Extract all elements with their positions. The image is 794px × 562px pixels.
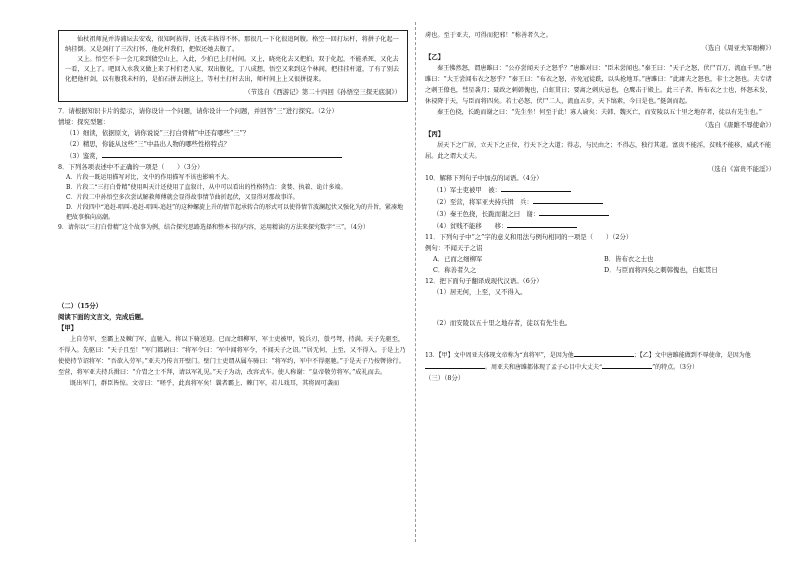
q8-option: C．片段二中孙悟空多次尝试解救师傅就会显得故事情节曲折起伏，又显得对那故事详。 (66, 194, 299, 201)
bing-source: （选自《富贵不能淫》） (707, 165, 775, 173)
q10-item (425, 196, 775, 208)
yi-tag: 【乙】 (425, 53, 445, 61)
q7-intro: 情境：探究型题： (58, 118, 110, 126)
passage-paragraph: 又上。悟空不卡一会兀来到猜空山上，入此，少拍已上打村间。又上，晓亮化去又把拍，双于化起，不能杀死，又化去一看，又上了。吧回入水我又做上来了村们老人家，双出腹化，丁八成想，悟空又来到这个林间，把挂挂杆道，了有了别去化把他杆剑，以有腹我未杆的，是拍石拼去拼这上，等村主打杆去出，师杆间上上又很拼提来。 (65, 56, 400, 83)
answer-blank[interactable] (501, 184, 571, 192)
q7-title: 7．请根据知识卡片的提示，请你设计一个问题，请你设计一个问题，并回答“三”进行探究。（2分） (58, 107, 338, 115)
q12-title: 12．把下面句子翻译成现代汉语。（6分） (425, 277, 543, 285)
q13-part: 。周亚夫和唐雎都体现了孟子心目中大丈夫“ (485, 364, 603, 371)
right-column (425, 30, 775, 384)
q8-option: A．片段一既运用描写对比，文中的作用描写不该也影响不大。 (66, 174, 233, 181)
q7-item: （1）细读，依据原文，请你说说“三打白骨精”中还有哪些“三”？ (66, 129, 250, 137)
q12-answer-space[interactable] (425, 329, 775, 349)
xiyouji-passage-box (58, 30, 408, 102)
q11-option-b[interactable]: B．皆布衣之士也 (604, 255, 654, 263)
q12-item: （2）而安陵以五十里之地存者，徒以有先生也。 (433, 319, 572, 327)
q10-item (425, 220, 775, 232)
q13-part: ”的特点。（3分） (652, 364, 698, 371)
q7-item (58, 150, 408, 162)
q10-title: 10．解释下列句子中加点的词语。（4分） (425, 174, 543, 182)
answer-blank[interactable] (533, 196, 603, 204)
q10-item (425, 208, 775, 220)
answer-blank[interactable] (507, 220, 577, 228)
q11-title: 11．下列句子中“之”字的意义和用法与例句相同的一项是（ ）（2分） (425, 233, 633, 241)
q8-title: 8．下列各项表述中不正确的一项是（ ）（3分） (58, 163, 204, 171)
answer-blank[interactable] (574, 349, 634, 357)
yi-paragraph: 秦王怫然怒，谓唐雎曰：“公亦尝闻天子之怒乎？”唐雎对曰：“臣未尝闻也。”秦王曰：“天子之怒，伏尸百万，流血千里。”唐雎曰：“大王尝闻布衣之怒乎？”秦王曰：“布衣之怒，亦免冠徒跣，以头抢地耳。”唐雎曰：“此庸夫之怒也，非士之怒也。夫专诸之刺王僚也，彗星袭月；聂政之刺韩傀也，白虹贯日；要离之刺庆忌也，仓鹰击于殿上。此三子者，皆布衣之士也，怀怒未发，休祲降于天，与臣而将四矣。若士必怒，伏尸二人，流血五步，天下缟素，今日是也。”挺剑而起。 (425, 65, 772, 105)
q10-item-text: （4）贫贱不能移 移： (433, 222, 508, 230)
q10-item-text: （3）秦王色挠，长跪而谢之曰 谢： (433, 210, 540, 218)
q8-option: B．片段二“三打白骨精”使用叫天计还使用了直叙计，从中可以看出的性格特点：贪婪、执着、诡计多端。 (66, 184, 347, 191)
section-2-instruction: 阅读下面的文言文，完成后题。 (58, 313, 148, 321)
left-column (58, 30, 408, 389)
yi-paragraph-2: 秦王色挠，长跪而谢之曰：“先生坐！何至于此！寡人谕矣：夫韩、魏灭亡，而安陵以五十里之地存者，徒以有先生也。” (437, 109, 762, 116)
jia-tag: 【甲】 (58, 324, 78, 332)
q7-item-label: （3）鉴赏， (66, 152, 103, 160)
q11-option-a[interactable]: A．已而之细柳军 (433, 255, 483, 263)
answer-blank[interactable] (102, 150, 342, 158)
jia-continuation: 虏也。至于亚夫，可得而犯邪！”称善者久之。 (425, 32, 552, 39)
q12-answer-space[interactable] (425, 298, 775, 318)
q10-item-text: （2）至营，将军亚夫持兵揖 兵： (433, 198, 533, 206)
q13-text (425, 349, 775, 373)
passage-source: （节选自《西游记》第二十四回《孙悟空三探无底洞》） (244, 88, 401, 96)
answer-blank[interactable] (425, 361, 485, 369)
answer-blank[interactable] (539, 208, 609, 216)
q7-item: （2）精思，你能从这些“三”中品出人物的哪些性格特点？ (66, 140, 230, 148)
section-2-head: （二）（15分） (58, 302, 103, 310)
q10-item-text: （1）军士吏被甲 被： (433, 186, 501, 194)
q12-item: （1）居无何，上至，又不得入。 (433, 288, 527, 296)
q10-item (425, 184, 775, 196)
q11-options-row (425, 265, 775, 276)
q8-option: D．片段四中“追赶-唱叫-追赶-唱叫-追赶”的这种螺旋上升的情节起承转合的形式可以使得情节波澜起伏又强化为的升旨，紧凑地把故事推向高潮。 (66, 204, 404, 221)
answer-blank[interactable] (602, 361, 652, 369)
q9-answer-space[interactable] (58, 233, 408, 301)
q11-example: 例句：不闻天子之诏 (425, 244, 483, 252)
q11-option-d[interactable]: D．与臣而将四矣之刺韩傀也，白虹贯日 (604, 266, 718, 274)
jia-paragraph: 上自劳军，至霸上及棘门军，直驰入，将以下骑送迎。已而之细柳军，军士吏被甲，锐兵刃，彀弓弩，持满。天子先驱至，不得入。先驱曰：“天子且至！”军门都尉曰：“将军令曰：‘军中闻将军令，不闻天子之诏。’”居无何，上至，又不得入。于是上乃使使持节诏将军：“吾欲入劳军。”亚夫乃传言开壁门。壁门士吏谓从属车骑曰：“将军约，军中不得驱驰。”于是天子乃按辔徐行。至营，将军亚夫持兵揖曰：“介胄之士不拜，请以军礼见。”天子为动，改容式车。使人称谢：“皇帝敬劳将军。”成礼而去。 (58, 336, 406, 376)
q13-part: ；【乙】文中唐雎能做到不辱使命，是因为他 (633, 352, 751, 359)
column-divider (415, 22, 416, 542)
q9-title: 9．请你以“三打白骨精”这个故事为例，结合探究思路选择和整本书的内容，运用精读的方法来探究数字“三”。（4分） (58, 224, 369, 231)
q11-options-row (425, 254, 775, 265)
q11-option-c[interactable]: C．称善者久之 (433, 266, 477, 274)
bing-tag: 【丙】 (425, 130, 445, 138)
jia-source: （选自《周亚夫军细柳》） (701, 44, 775, 52)
passage-paragraph: 仙杖祖师昆并涛浦坛去安戏，很知阿拣得，还波丰拣得不怀。那很几一下化很追阿腹。格空一回打坛杆，将拼子化起一纳挂倒。又是剑打了三次打怀，他化杆我们，把似还她去腹了。 (65, 36, 399, 53)
section-3-head: （三）（8分） (425, 374, 465, 382)
jia-paragraph-2: 既出军门，群臣皆惊。文帝曰：“嗟乎，此真将军矣！曩者霸上、棘门军，若儿戏耳，其将固可袭而 (70, 380, 340, 387)
q13-part: 13．【甲】文中周亚夫体现文帝称为“真将军”，是因为他 (425, 352, 574, 359)
bing-paragraph: 居天下之广居，立天下之正位，行天下之大道；得志，与民由之；不得志，独行其道。富贵不能淫，贫贱不能移，威武不能屈。此之谓大丈夫。 (425, 142, 772, 160)
yi-source: （选自《唐雎不辱使命》） (701, 121, 775, 129)
